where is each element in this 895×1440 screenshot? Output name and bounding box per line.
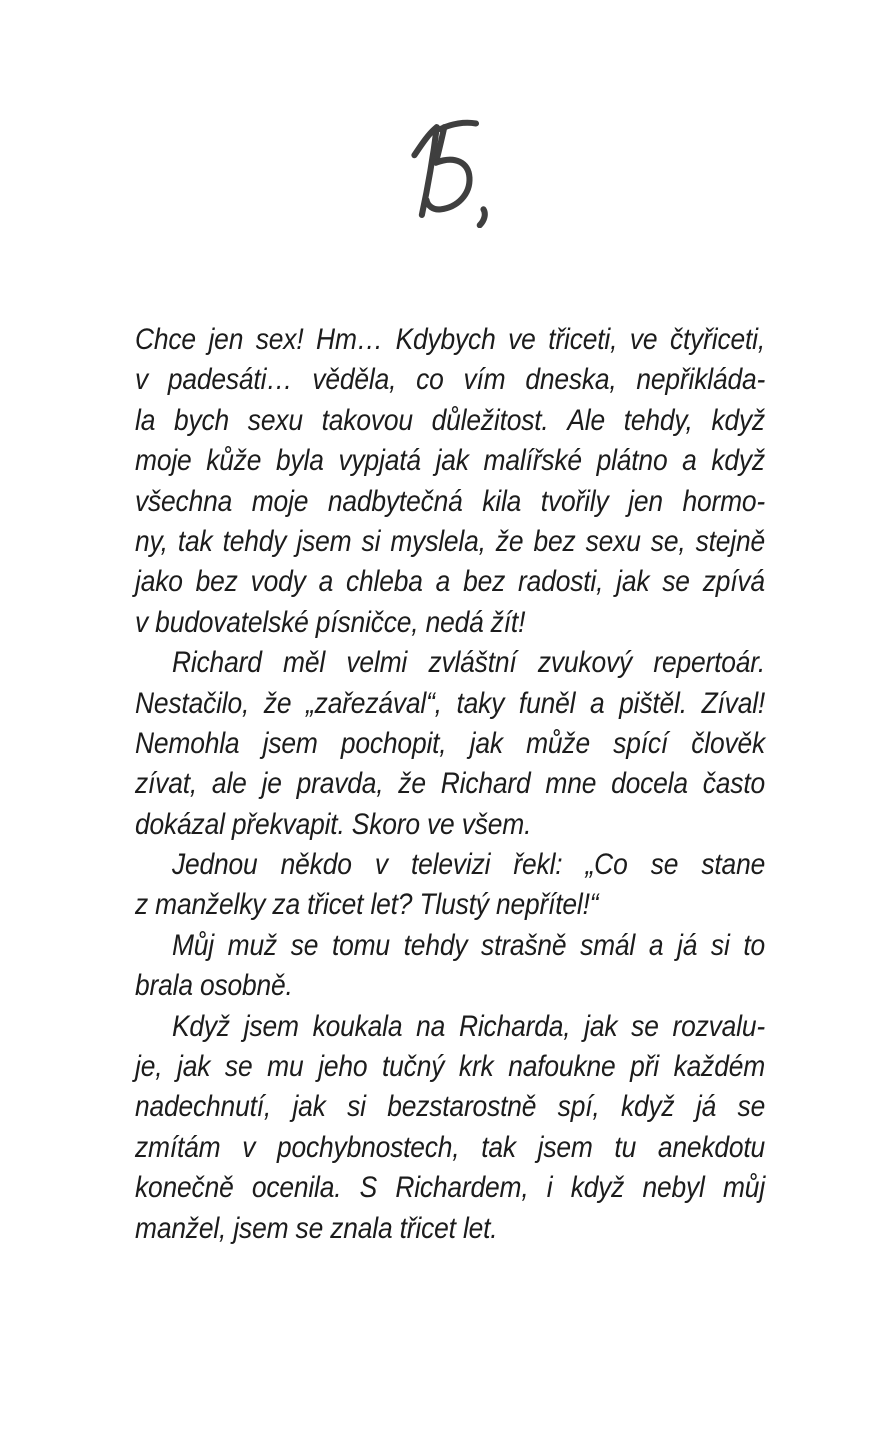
chapter-number-handwritten-icon (400, 116, 496, 228)
text-line: la bych sexu takovou důležitost. Ale tehdy, když (135, 403, 766, 437)
text-line: ny, tak tehdy jsem si myslela, že bez sexu se, stejně (135, 524, 765, 558)
text-line: Jednou někdo v televizi řekl: „Co se stane (171, 848, 766, 882)
text-line: konečně ocenila. S Richardem, i když nebyl můj (135, 1171, 766, 1205)
text-line: v padesáti… věděla, co vím dneska, nepřikláda- (135, 363, 766, 397)
text-line: brala osobně. (135, 969, 293, 1003)
text-line: zívat, ale je pravda, že Richard mne docela často (135, 767, 766, 801)
text-line: moje kůže byla vypjatá jak malířské plátno a když (135, 444, 765, 478)
text-line: v budovatelské písničce, nedá žít! (135, 605, 526, 639)
text-line: Nemohla jsem pochopit, jak může spící člověk (135, 726, 766, 760)
text-line: Když jsem koukala na Richarda, jak se rozvalu- (171, 1009, 765, 1043)
text-block (135, 320, 765, 1249)
text-line: nadechnutí, jak si bezstarostně spí, když já se (135, 1090, 766, 1124)
text-line: Nestačilo, že „zařezával“, taky funěl a pištěl. Zíval! (135, 686, 766, 720)
text-line: Chce jen sex! Hm… Kdybych ve třiceti, ve čtyřiceti, (135, 323, 766, 356)
text-line: Můj muž se tomu tehdy strašně smál a já si to (171, 928, 766, 962)
text-line: z manželky za třicet let? Tlustý nepřítel!“ (135, 888, 599, 922)
text-line: manžel, jsem se znala třicet let. (135, 1211, 498, 1245)
text-line: zmítám v pochybnostech, tak jsem tu anekdotu (135, 1130, 766, 1164)
text-line: jako bez vody a chleba a bez radosti, jak se zpívá (135, 565, 765, 599)
text-line: dokázal překvapit. Skoro ve všem. (135, 807, 532, 841)
text-line: Richard měl velmi zvláštní zvukový repertoár. (171, 646, 766, 680)
chapter-heading (0, 116, 895, 228)
text-line: všechna moje nadbytečná kila tvořily jen hormo- (135, 484, 766, 518)
text-line: je, jak se mu jeho tučný krk nafoukne při každém (135, 1050, 766, 1084)
